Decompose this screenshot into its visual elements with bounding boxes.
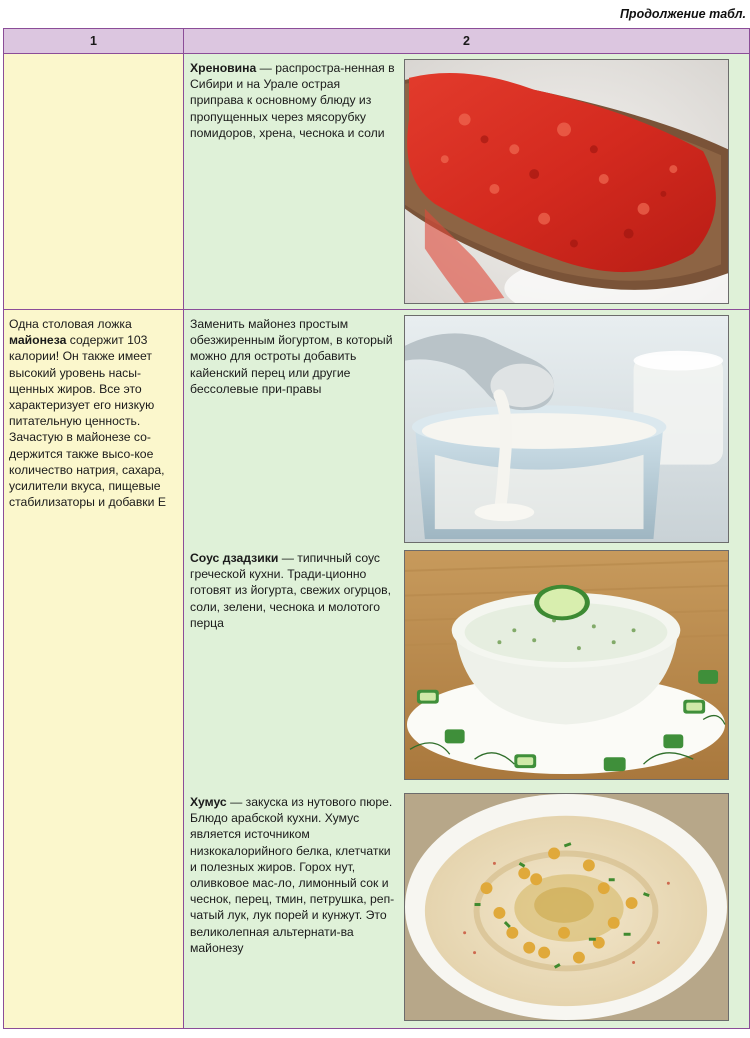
tzatziki-text: — типичный соус греческой кухни. Тради-ционно готовят из йогурта, свежих огурцов, соли, зелени, чеснока и молотого перца bbox=[190, 551, 392, 630]
hummus-text: — закуска из нутового пюре. Блюдо арабской кухни. Хумус является источником низкокалорийного белка, клетчатки и полезных жиров. Горох нут, оливковое мас-ло, лимонный сок и чеснок, перец, тмин, петрушка, реп-чатый лук, лук порей и кунжут. Это великолепная альтернати-ва майонезу bbox=[190, 795, 395, 955]
tzatziki-term: Соус дзадзики bbox=[190, 551, 279, 565]
table-header-row bbox=[4, 29, 750, 54]
row2-col1 bbox=[4, 310, 184, 1029]
row1-col1 bbox=[4, 54, 184, 310]
table-row bbox=[4, 54, 750, 310]
horseradish-text: — распростра-ненная в Сибири и на Урале острая приправа к основному блюду из пропущенных через мясорубку помидоров, хрена, чеснока и соли bbox=[190, 61, 395, 140]
hummus-term: Хумус bbox=[190, 795, 227, 809]
row1-col2 bbox=[184, 54, 750, 310]
table-row bbox=[4, 310, 750, 1029]
mayonnaise-term: майонеза bbox=[9, 333, 67, 348]
yogurt-text: Заменить майонез простым обезжиренным йогуртом, в который можно для остроты добавить кайенский перец или другие бессолевые при-правы bbox=[190, 317, 393, 396]
mayonnaise-pre: Одна столовая ложка bbox=[9, 317, 132, 331]
mayonnaise-post: содержит 103 калории! Он также имеет высокий уровень насы-щенных жиров. Все это характеризует его низкую питательную ценность. Зачастую в майонезе со-держится также высо-кое количество натрия, сахара, усилители вкуса, пищевые стабилизаторы и добавки Е bbox=[9, 333, 166, 510]
food-table bbox=[3, 28, 750, 1029]
hummus-description bbox=[190, 794, 396, 956]
mayonnaise-description bbox=[4, 310, 183, 510]
hummus-photo bbox=[404, 793, 729, 1021]
column-header-1: 1 bbox=[4, 29, 184, 54]
tzatziki-description bbox=[190, 550, 396, 631]
tzatziki-photo bbox=[404, 550, 729, 780]
horseradish-term: Хреновина bbox=[190, 61, 257, 75]
horseradish-description bbox=[190, 60, 396, 141]
tomato-relish-photo bbox=[404, 59, 729, 304]
yogurt-description bbox=[190, 316, 396, 397]
column-header-2: 2 bbox=[184, 29, 750, 54]
yogurt-spoon-photo bbox=[404, 315, 729, 543]
table-caption: Продолжение табл. bbox=[619, 7, 746, 21]
row2-col2 bbox=[184, 310, 750, 1029]
